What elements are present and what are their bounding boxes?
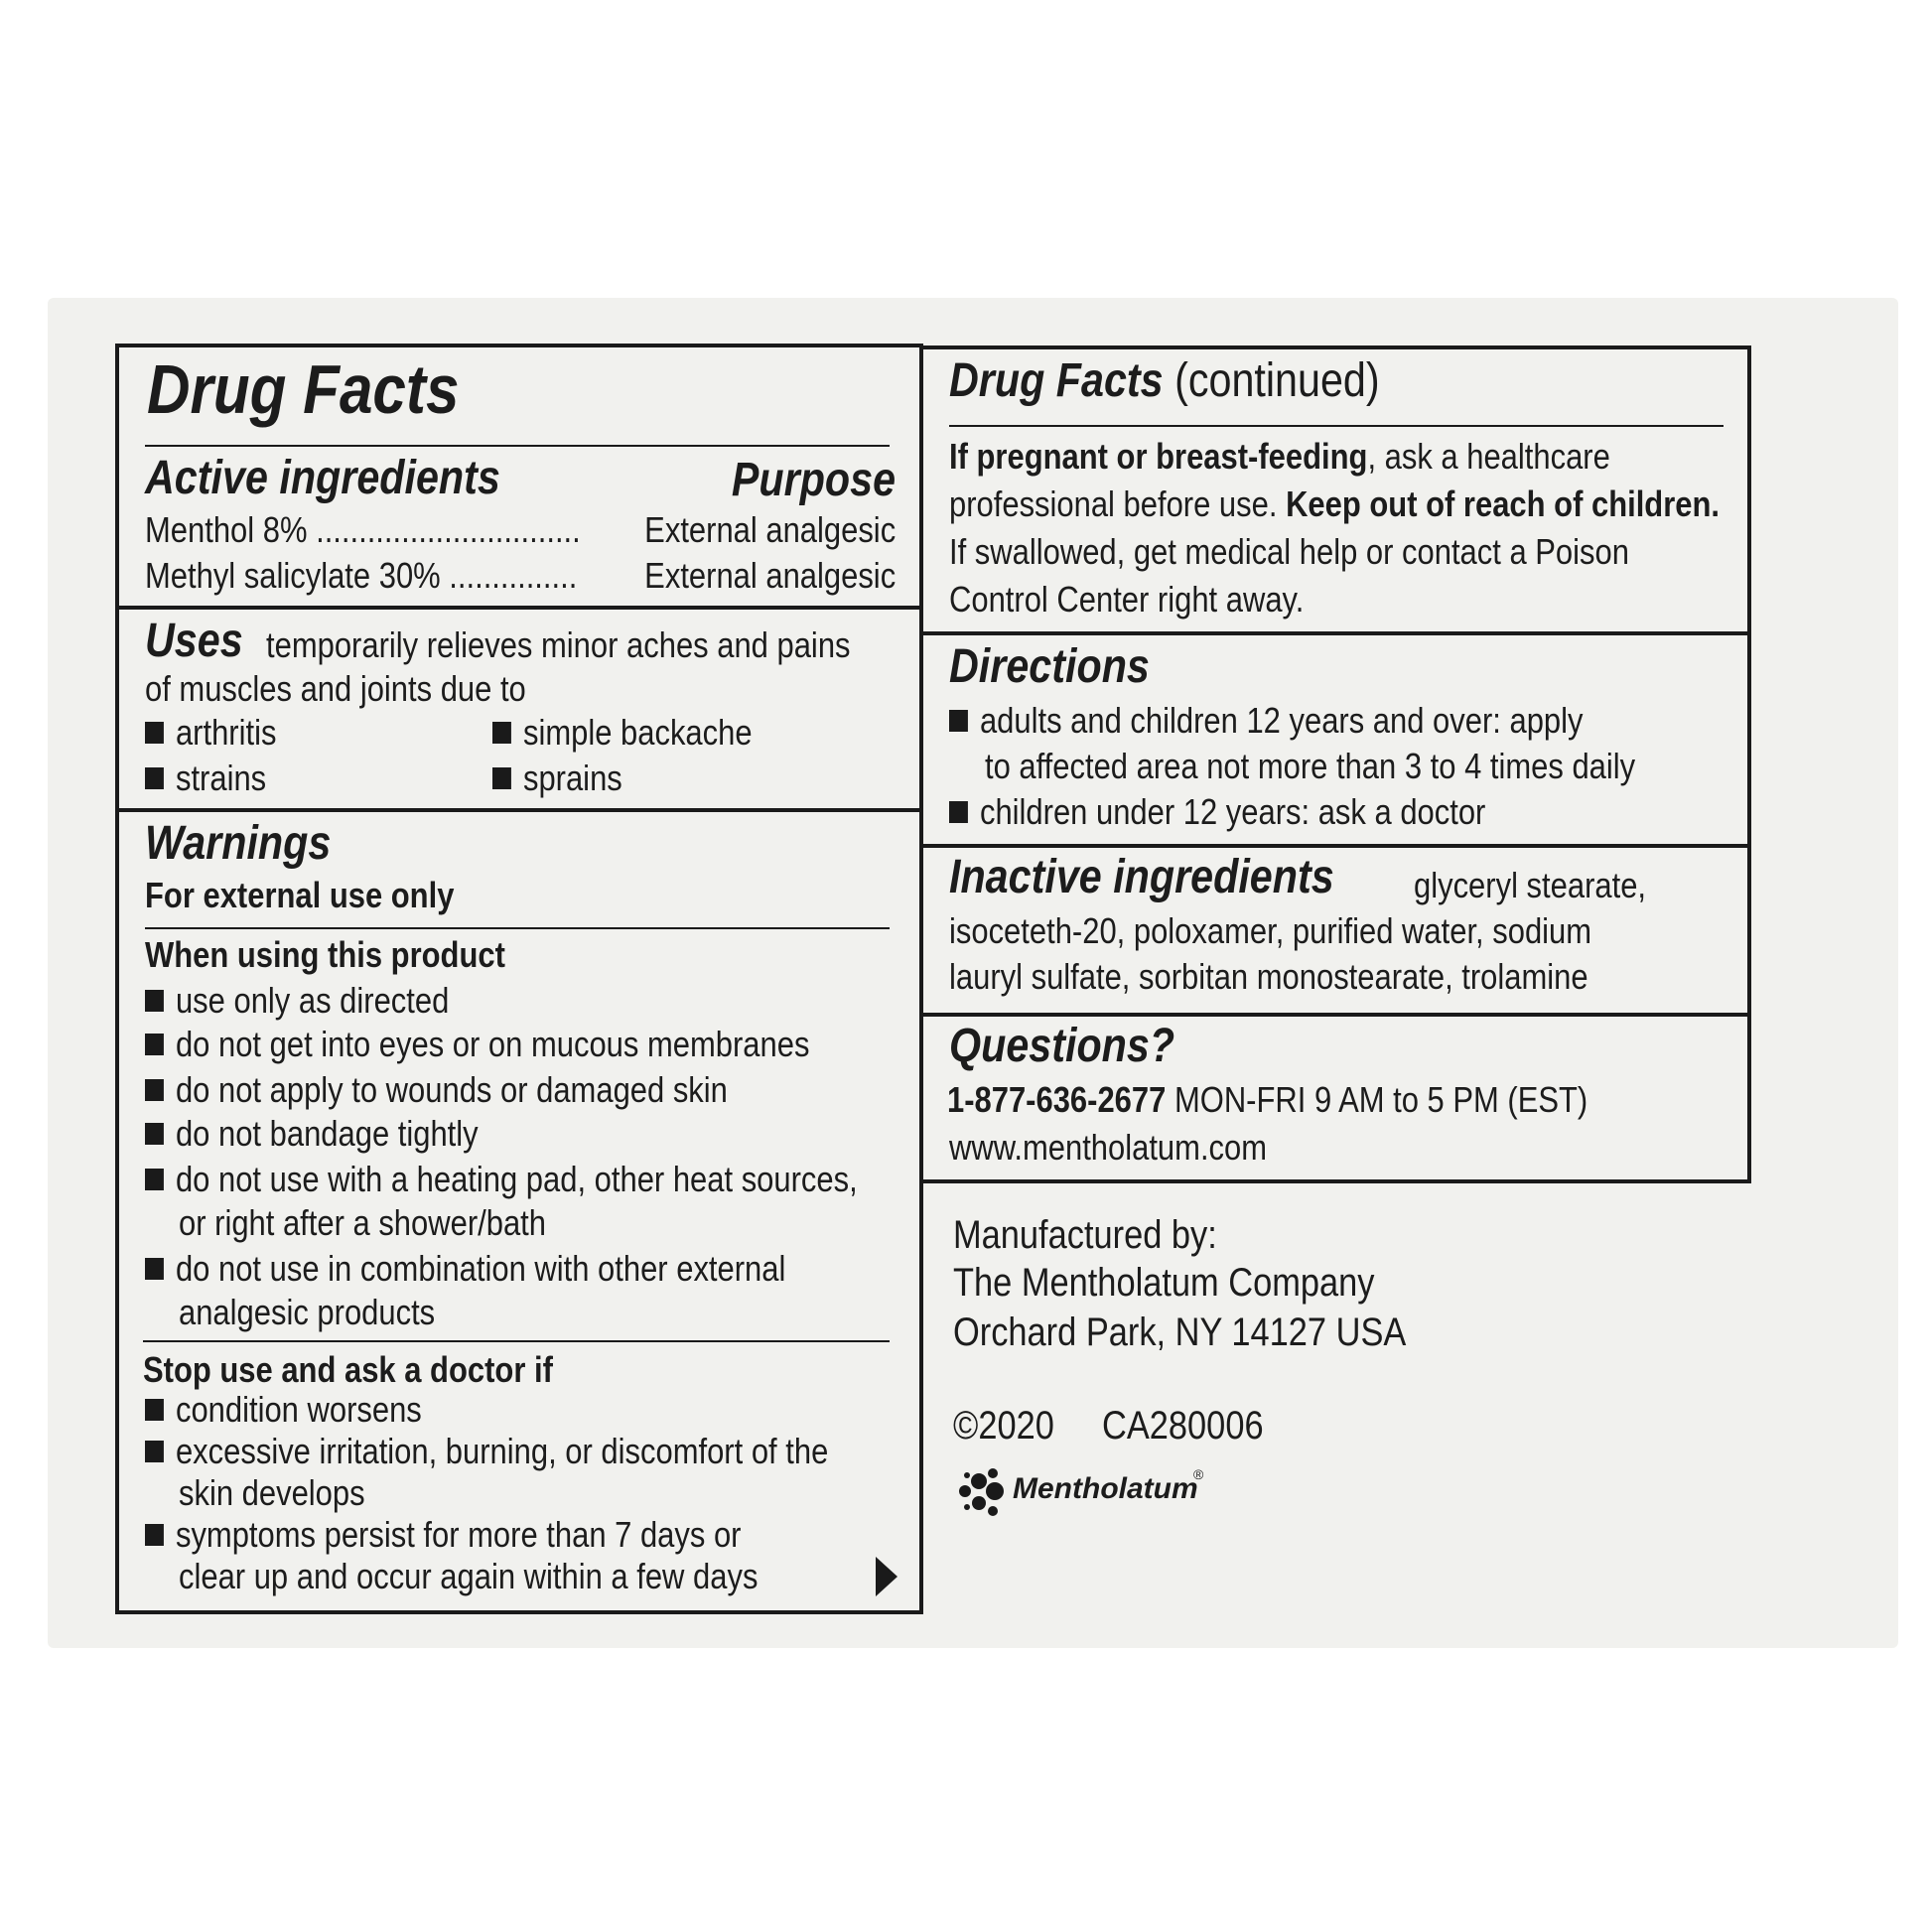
stop-use-item-continued: skin develops bbox=[179, 1472, 365, 1513]
uses-text-1: temporarily relieves minor aches and pains bbox=[266, 624, 851, 665]
when-using-item: do not bandage tightly bbox=[145, 1112, 479, 1156]
questions-website: www.mentholatum.com bbox=[949, 1127, 1268, 1168]
inactive-line-1: glyceryl stearate, bbox=[1414, 865, 1647, 905]
uses-text-2: of muscles and joints due to bbox=[145, 668, 526, 709]
active-row-1-purpose: External analgesic bbox=[644, 509, 896, 550]
drug-facts-title: Drug Facts bbox=[147, 350, 460, 428]
directions-item: adults and children 12 years and over: apply bbox=[949, 699, 1584, 743]
pregnant-line-3: If swallowed, get medical help or contact a Poison bbox=[949, 531, 1629, 572]
when-using-item-continued: or right after a shower/bath bbox=[179, 1202, 547, 1243]
uses-item: strains bbox=[145, 757, 266, 800]
product-code: CA280006 bbox=[1102, 1404, 1264, 1448]
directions-item: children under 12 years: ask a doctor bbox=[949, 790, 1485, 834]
active-divider bbox=[117, 606, 921, 610]
purpose-heading: Purpose bbox=[731, 454, 896, 506]
when-using-item: do not apply to wounds or damaged skin bbox=[145, 1068, 728, 1112]
title-rule bbox=[145, 445, 890, 447]
stop-use-item-continued: clear up and occur again within a few days bbox=[179, 1556, 759, 1596]
continued-title: Drug Facts (continued) bbox=[949, 354, 1380, 407]
active-row-2-ingredient: Methyl salicylate 30% ............... bbox=[145, 555, 578, 596]
stop-use-item: symptoms persist for more than 7 days or bbox=[145, 1513, 741, 1557]
when-using-item: use only as directed bbox=[145, 979, 449, 1023]
inactive-heading: Inactive ingredients bbox=[949, 851, 1334, 903]
pregnant-line-1: If pregnant or breast-feeding, ask a healthcare bbox=[949, 436, 1610, 477]
pregnant-divider bbox=[921, 631, 1749, 635]
questions-phone-line: 1-877-636-2677 MON-FRI 9 AM to 5 PM (EST) bbox=[947, 1079, 1588, 1120]
active-ingredients-heading: Active ingredients bbox=[145, 452, 500, 504]
warnings-rule-2 bbox=[143, 1340, 890, 1342]
directions-item-continued: to affected area not more than 3 to 4 times daily bbox=[985, 746, 1636, 786]
uses-divider bbox=[117, 808, 921, 812]
when-using-item-continued: analgesic products bbox=[179, 1292, 436, 1332]
mentholatum-logo bbox=[955, 1461, 1253, 1521]
when-using-item: do not get into eyes or on mucous membranes bbox=[145, 1023, 809, 1066]
registered-mark: ® bbox=[1193, 1466, 1204, 1482]
inactive-line-2: isoceteth-20, poloxamer, purified water, sodium bbox=[949, 910, 1592, 951]
continued-title-rule bbox=[949, 425, 1724, 427]
inactive-line-3: lauryl sulfate, sorbitan monostearate, trolamine bbox=[949, 956, 1588, 997]
uses-heading: Uses bbox=[145, 615, 243, 667]
when-using-item: do not use with a heating pad, other heat sources, bbox=[145, 1158, 858, 1201]
stop-use-item: excessive irritation, burning, or discomfort of the bbox=[145, 1430, 828, 1473]
when-using-heading: When using this product bbox=[145, 934, 505, 975]
pregnant-line-2: professional before use. Keep out of reach of children. bbox=[949, 483, 1721, 524]
uses-item: sprains bbox=[492, 757, 622, 800]
warnings-rule-1 bbox=[145, 927, 890, 929]
continue-arrow-icon bbox=[876, 1557, 897, 1596]
uses-item: arthritis bbox=[145, 711, 276, 755]
active-row-2-purpose: External analgesic bbox=[644, 555, 896, 596]
pregnant-line-4: Control Center right away. bbox=[949, 579, 1305, 620]
questions-heading: Questions? bbox=[949, 1020, 1175, 1072]
uses-item: simple backache bbox=[492, 711, 753, 755]
when-using-item: do not use in combination with other external bbox=[145, 1247, 785, 1291]
label-card bbox=[48, 298, 1898, 1648]
external-use-only: For external use only bbox=[145, 875, 455, 915]
directions-heading: Directions bbox=[949, 640, 1150, 693]
manufacturer-line-1: Manufactured by: bbox=[953, 1213, 1217, 1257]
inactive-divider bbox=[921, 1013, 1749, 1017]
active-row-1-ingredient: Menthol 8% ............................... bbox=[145, 509, 581, 550]
manufacturer-line-2: The Mentholatum Company bbox=[953, 1261, 1375, 1305]
mentholatum-dots-icon bbox=[955, 1461, 1015, 1521]
manufacturer-line-3: Orchard Park, NY 14127 USA bbox=[953, 1311, 1407, 1354]
stop-use-item: condition worsens bbox=[145, 1388, 422, 1432]
mentholatum-wordmark: Mentholatum bbox=[1013, 1472, 1198, 1505]
stop-use-heading: Stop use and ask a doctor if bbox=[143, 1349, 553, 1390]
copyright: ©2020 bbox=[953, 1404, 1054, 1448]
warnings-heading: Warnings bbox=[145, 817, 332, 870]
directions-divider bbox=[921, 844, 1749, 848]
